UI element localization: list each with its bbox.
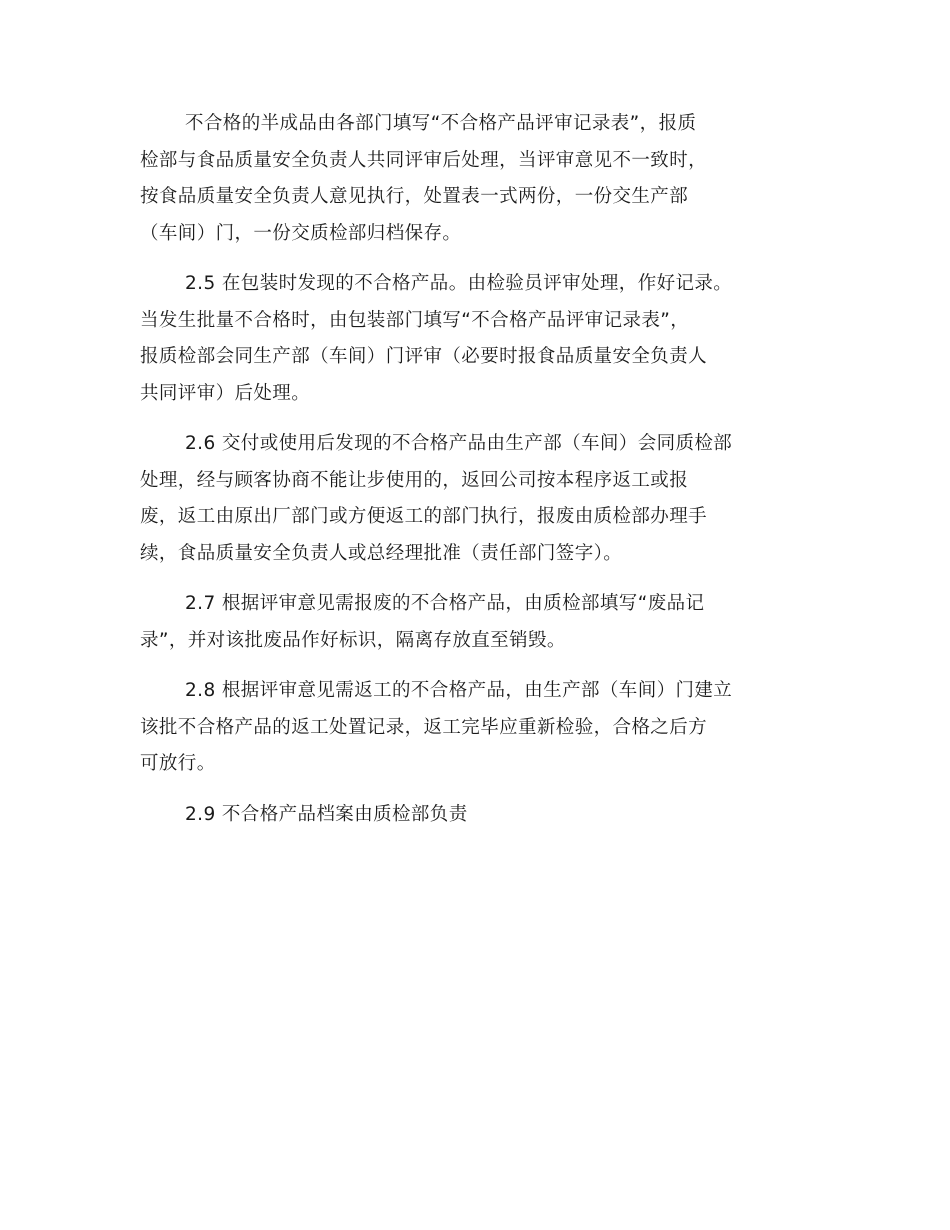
text-line: 共同评审）后处理。 xyxy=(140,382,311,404)
text-line: 该批不合格产品的返工处置记录，返工完毕应重新检验，合格之后方 xyxy=(140,716,708,738)
text-line: 2.7 根据评审意见需报废的不合格产品，由质检部填写“废品记 xyxy=(185,593,705,614)
text-line: 报质检部会同生产部（车间）门评审（必要时报食品质量安全负责人 xyxy=(140,346,708,367)
text-line: 2.6 交付或使用后发现的不合格产品由生产部（车间）会同质检部 xyxy=(185,433,733,454)
text-line: （车间）门，一份交质检部归档保存。 xyxy=(140,222,462,244)
paragraph-2-9 xyxy=(140,797,812,834)
paragraph-semi-finished xyxy=(140,106,812,252)
paragraph-2-6 xyxy=(140,426,812,572)
paragraph-2-8 xyxy=(140,673,812,783)
text-line: 可放行。 xyxy=(140,753,216,774)
text-line: 录”，并对该批废品作好标识，隔离存放直至销毁。 xyxy=(140,629,566,651)
paragraph-2-5 xyxy=(140,266,812,412)
text-line: 当发生批量不合格时，由包装部门填写“不合格产品评审记录表”， xyxy=(140,309,690,331)
text-line: 检部与食品质量安全负责人共同评审后处理，当评审意见不一致时， xyxy=(140,149,708,171)
text-line: 不合格的半成品由各部门填写“不合格产品评审记录表”，报质 xyxy=(185,113,697,134)
document-body xyxy=(140,106,812,847)
text-line: 续，食品质量安全负责人或总经理批准（责任部门签字）。 xyxy=(140,542,623,564)
paragraph-2-7 xyxy=(140,586,812,659)
text-line: 2.9 不合格产品档案由质检部负责 xyxy=(185,803,468,825)
text-line: 废，返工由原出厂部门或方便返工的部门执行，报废由质检部办理手 xyxy=(140,506,708,527)
text-line: 按食品质量安全负责人意见执行，处置表一式两份，一份交生产部 xyxy=(140,186,689,207)
text-line: 处理，经与顾客协商不能让步使用的，返回公司按本程序返工或报 xyxy=(140,469,689,491)
text-line: 2.5 在包装时发现的不合格产品。由检验员评审处理，作好记录。 xyxy=(185,273,733,294)
text-line: 2.8 根据评审意见需返工的不合格产品，由生产部（车间）门建立 xyxy=(185,680,733,701)
